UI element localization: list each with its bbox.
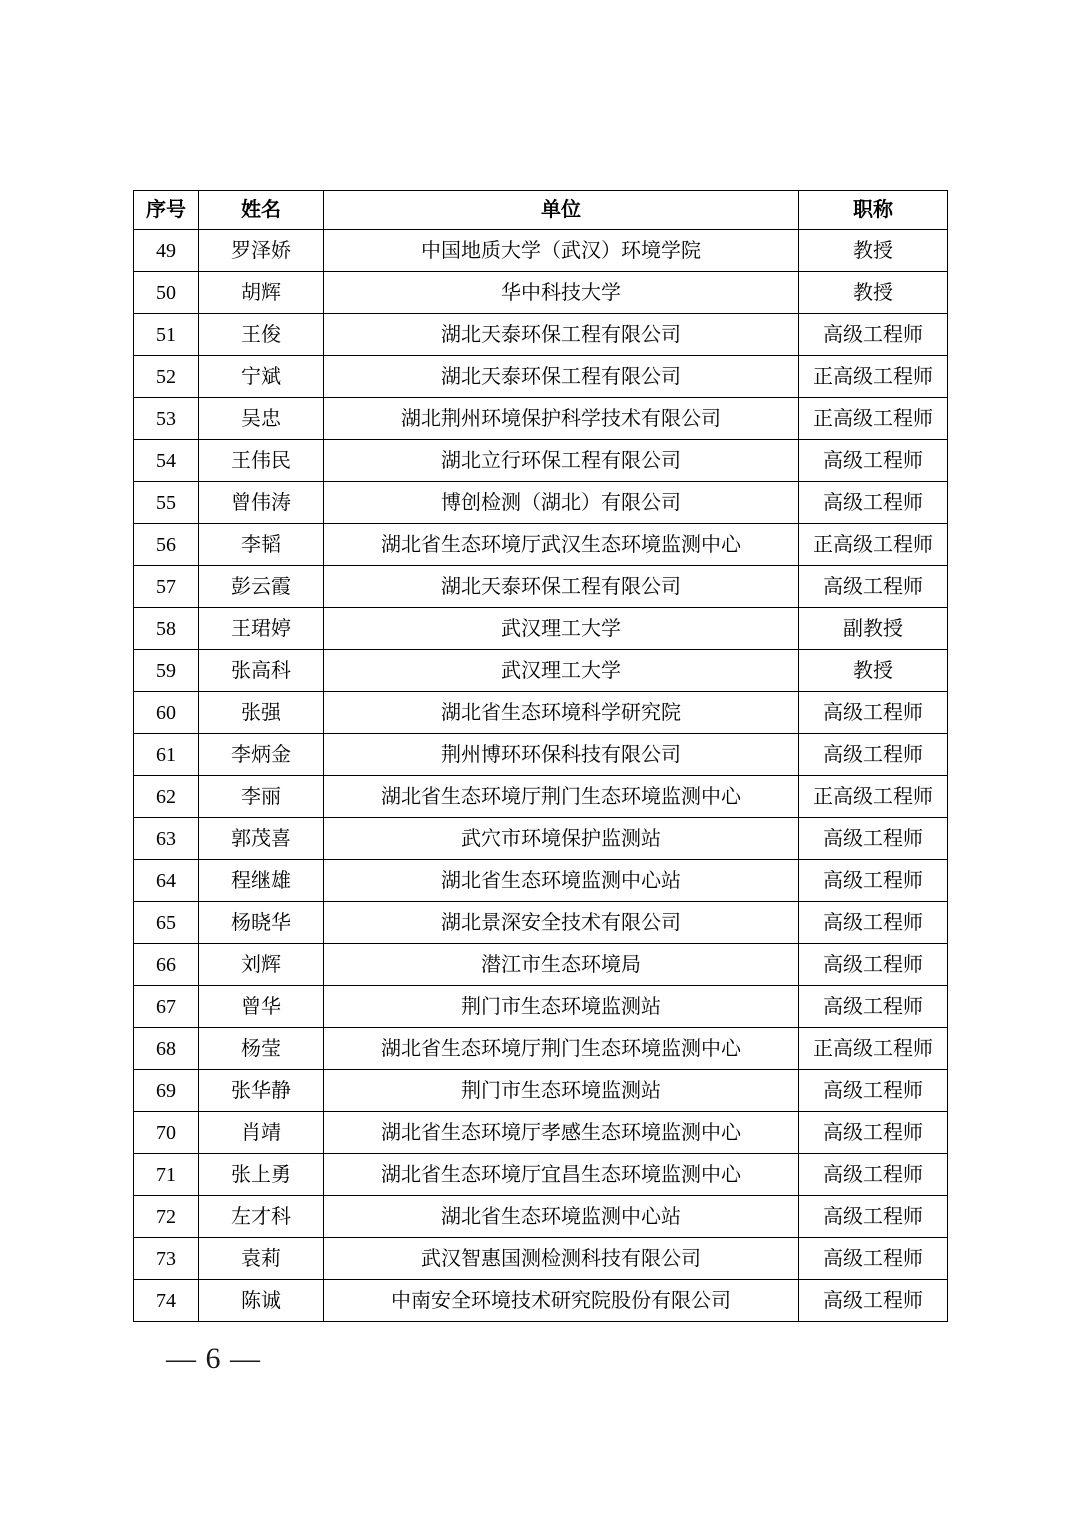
cell-org: 湖北省生态环境监测中心站 [324,1196,799,1238]
cell-no: 70 [134,1112,199,1154]
cell-no: 49 [134,230,199,272]
cell-org: 荆门市生态环境监测站 [324,1070,799,1112]
cell-name: 吴忠 [199,398,324,440]
cell-no: 63 [134,818,199,860]
table-row [134,902,948,944]
cell-title: 高级工程师 [799,566,948,608]
cell-title: 教授 [799,650,948,692]
table-row [134,1196,948,1238]
cell-title: 高级工程师 [799,1280,948,1322]
col-header-title: 职称 [799,191,948,230]
cell-org: 湖北荆州环境保护科学技术有限公司 [324,398,799,440]
table-row [134,1112,948,1154]
cell-org: 湖北省生态环境厅宜昌生态环境监测中心 [324,1154,799,1196]
table-row [134,314,948,356]
table-row [134,944,948,986]
cell-no: 59 [134,650,199,692]
cell-name: 程继雄 [199,860,324,902]
table-row [134,398,948,440]
table-row [134,650,948,692]
cell-title: 高级工程师 [799,1070,948,1112]
col-header-org: 单位 [324,191,799,230]
cell-title: 高级工程师 [799,1196,948,1238]
cell-org: 湖北省生态环境厅荆门生态环境监测中心 [324,776,799,818]
cell-title: 正高级工程师 [799,398,948,440]
table-row [134,734,948,776]
cell-name: 张上勇 [199,1154,324,1196]
cell-org: 武汉智惠国测检测科技有限公司 [324,1238,799,1280]
cell-org: 湖北天泰环保工程有限公司 [324,314,799,356]
table-row [134,860,948,902]
table-row [134,1070,948,1112]
cell-name: 王伟民 [199,440,324,482]
cell-org: 潜江市生态环境局 [324,944,799,986]
cell-name: 罗泽娇 [199,230,324,272]
cell-name: 杨晓华 [199,902,324,944]
table-row [134,440,948,482]
table-row [134,566,948,608]
header-row [134,191,948,230]
cell-org: 中南安全环境技术研究院股份有限公司 [324,1280,799,1322]
cell-no: 55 [134,482,199,524]
cell-name: 左才科 [199,1196,324,1238]
cell-name: 宁斌 [199,356,324,398]
cell-no: 56 [134,524,199,566]
table-row [134,1280,948,1322]
cell-no: 61 [134,734,199,776]
cell-org: 湖北省生态环境厅荆门生态环境监测中心 [324,1028,799,1070]
table-row [134,524,948,566]
cell-no: 54 [134,440,199,482]
cell-no: 62 [134,776,199,818]
cell-no: 66 [134,944,199,986]
cell-title: 高级工程师 [799,692,948,734]
cell-no: 57 [134,566,199,608]
cell-no: 72 [134,1196,199,1238]
cell-org: 湖北省生态环境科学研究院 [324,692,799,734]
cell-org: 湖北天泰环保工程有限公司 [324,356,799,398]
cell-name: 曾伟涛 [199,482,324,524]
cell-no: 69 [134,1070,199,1112]
cell-name: 袁莉 [199,1238,324,1280]
cell-org: 湖北省生态环境厅武汉生态环境监测中心 [324,524,799,566]
cell-title: 高级工程师 [799,482,948,524]
cell-name: 王俊 [199,314,324,356]
cell-name: 胡辉 [199,272,324,314]
table-row [134,818,948,860]
cell-no: 73 [134,1238,199,1280]
col-header-name: 姓名 [199,191,324,230]
cell-org: 华中科技大学 [324,272,799,314]
table-row [134,986,948,1028]
cell-org: 武汉理工大学 [324,650,799,692]
cell-org: 武汉理工大学 [324,608,799,650]
cell-no: 64 [134,860,199,902]
cell-title: 副教授 [799,608,948,650]
cell-no: 65 [134,902,199,944]
cell-title: 高级工程师 [799,818,948,860]
table-header [134,191,948,230]
col-header-no: 序号 [134,191,199,230]
cell-no: 51 [134,314,199,356]
cell-name: 张强 [199,692,324,734]
cell-name: 陈诚 [199,1280,324,1322]
table-row [134,230,948,272]
cell-no: 68 [134,1028,199,1070]
table-row [134,1154,948,1196]
cell-org: 湖北省生态环境厅孝感生态环境监测中心 [324,1112,799,1154]
table-row [134,482,948,524]
cell-name: 刘辉 [199,944,324,986]
cell-name: 杨莹 [199,1028,324,1070]
cell-title: 高级工程师 [799,1238,948,1280]
cell-title: 高级工程师 [799,986,948,1028]
table-row [134,776,948,818]
cell-org: 湖北景深安全技术有限公司 [324,902,799,944]
cell-title: 高级工程师 [799,440,948,482]
cell-org: 博创检测（湖北）有限公司 [324,482,799,524]
cell-title: 教授 [799,230,948,272]
cell-no: 60 [134,692,199,734]
cell-no: 50 [134,272,199,314]
table-row [134,272,948,314]
cell-title: 教授 [799,272,948,314]
cell-name: 李丽 [199,776,324,818]
cell-name: 王珺婷 [199,608,324,650]
cell-no: 53 [134,398,199,440]
table-row [134,1238,948,1280]
table-row [134,608,948,650]
cell-org: 荆门市生态环境监测站 [324,986,799,1028]
cell-no: 52 [134,356,199,398]
cell-title: 高级工程师 [799,314,948,356]
page-number: — 6 — [166,1342,261,1375]
cell-no: 74 [134,1280,199,1322]
cell-title: 高级工程师 [799,734,948,776]
cell-name: 张高科 [199,650,324,692]
cell-org: 荆州博环环保科技有限公司 [324,734,799,776]
cell-no: 71 [134,1154,199,1196]
table-row [134,1028,948,1070]
cell-org: 湖北立行环保工程有限公司 [324,440,799,482]
cell-org: 中国地质大学（武汉）环境学院 [324,230,799,272]
cell-name: 彭云霞 [199,566,324,608]
cell-name: 李韬 [199,524,324,566]
cell-no: 58 [134,608,199,650]
cell-name: 曾华 [199,986,324,1028]
cell-title: 正高级工程师 [799,524,948,566]
cell-name: 张华静 [199,1070,324,1112]
cell-title: 正高级工程师 [799,356,948,398]
table-body [134,230,948,1322]
cell-org: 湖北天泰环保工程有限公司 [324,566,799,608]
cell-title: 正高级工程师 [799,776,948,818]
cell-org: 武穴市环境保护监测站 [324,818,799,860]
cell-no: 67 [134,986,199,1028]
cell-title: 正高级工程师 [799,1028,948,1070]
cell-name: 李炳金 [199,734,324,776]
roster-table [133,190,948,1322]
cell-title: 高级工程师 [799,1154,948,1196]
cell-title: 高级工程师 [799,860,948,902]
cell-title: 高级工程师 [799,1112,948,1154]
cell-title: 高级工程师 [799,944,948,986]
cell-name: 肖靖 [199,1112,324,1154]
cell-org: 湖北省生态环境监测中心站 [324,860,799,902]
table-row [134,692,948,734]
cell-name: 郭茂喜 [199,818,324,860]
table-row [134,356,948,398]
cell-title: 高级工程师 [799,902,948,944]
